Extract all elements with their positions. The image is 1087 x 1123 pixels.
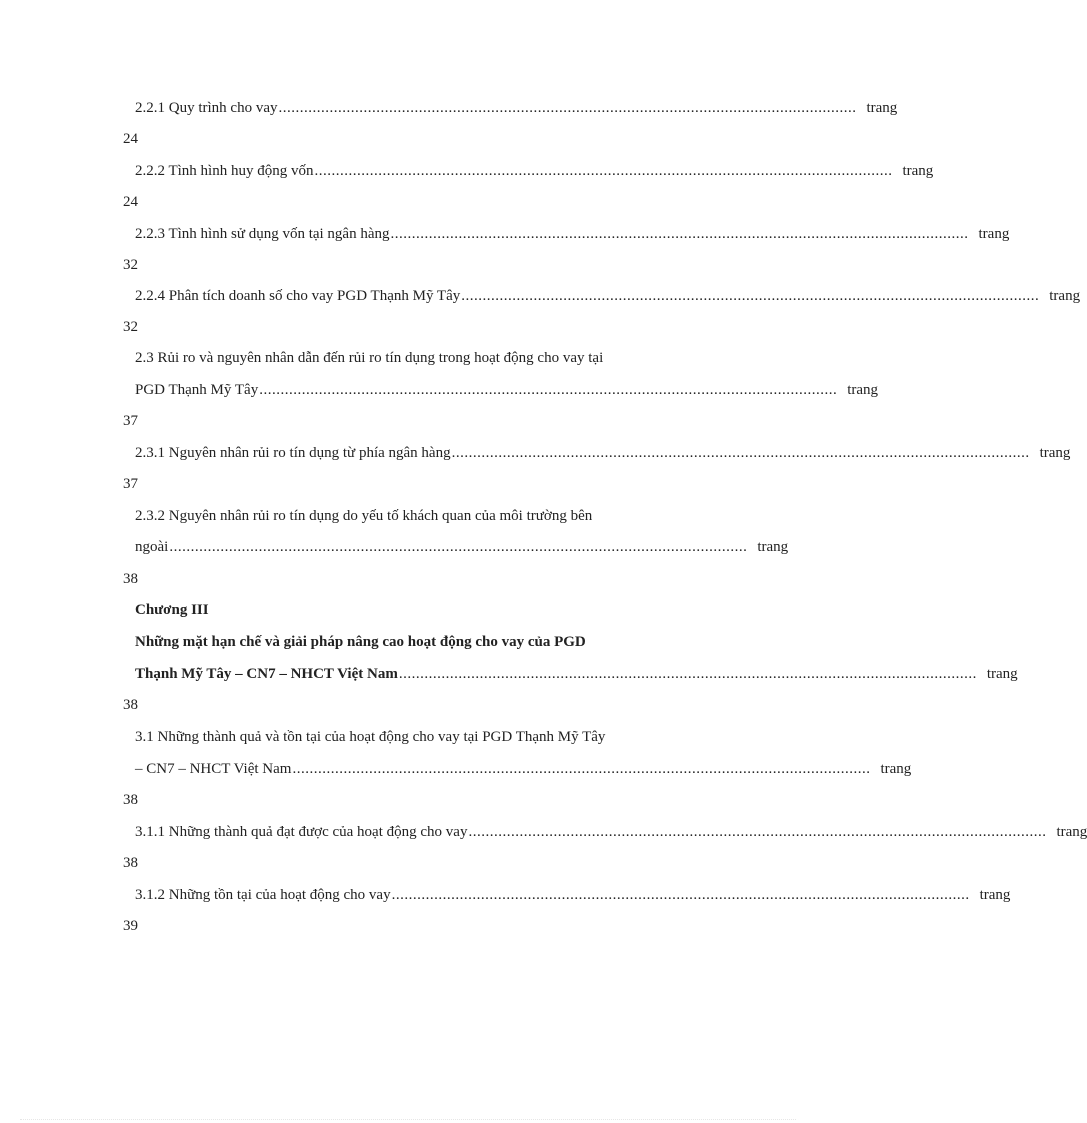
toc-entry-2-3-1 (135, 443, 1071, 463)
toc-entry-title: 2.2.4 Phân tích doanh số cho vay PGD Thạnh Mỹ Tây (135, 288, 461, 304)
toc-page-label: trang (866, 100, 898, 116)
toc-page-number: 38 (123, 855, 138, 871)
toc-page-label: trang (847, 382, 879, 398)
toc-entry-2-3 (135, 380, 879, 400)
toc-entry-3-1-2 (135, 885, 1011, 905)
toc-page-number: 38 (123, 697, 138, 713)
chapter-heading: Chương III (135, 602, 209, 618)
toc-entry-2-2-4 (135, 286, 1081, 306)
toc-entry-3-1 (135, 759, 912, 779)
toc-entry-title: 2.2.2 Tình hình huy động vốn (135, 163, 314, 179)
page-bottom-rule (20, 1119, 796, 1120)
toc-entry-3-1-1 (135, 822, 1087, 842)
toc-entry-3-1-line1: 3.1 Những thành quả và tồn tại của hoạt động cho vay tại PGD Thạnh Mỹ Tây (135, 729, 606, 745)
chapter-title (135, 664, 1018, 684)
toc-page-number: 38 (123, 792, 138, 808)
toc-page-number: 32 (123, 257, 138, 273)
toc-leader-dots: ........................................................................................................................................ (451, 445, 1030, 461)
toc-page-number: 37 (123, 476, 138, 492)
toc-page-number: 38 (123, 571, 138, 587)
toc-leader-dots: ........................................................................................................................................ (259, 382, 838, 398)
toc-leader-dots: ........................................................................................................................................ (398, 666, 977, 682)
toc-entry-title: 2.3.1 Nguyên nhân rủi ro tín dụng từ phía ngân hàng (135, 445, 451, 461)
toc-entry-title: 2.2.1 Quy trình cho vay (135, 100, 278, 116)
toc-entry-title: – CN7 – NHCT Việt Nam (135, 761, 292, 777)
toc-leader-dots: ........................................................................................................................................ (314, 163, 893, 179)
toc-entry-title: 3.1.2 Những tồn tại của hoạt động cho vay (135, 887, 391, 903)
toc-leader-dots: ........................................................................................................................................ (390, 226, 969, 242)
toc-page-label: trang (1039, 445, 1071, 461)
toc-entry-2-2-2 (135, 161, 934, 181)
chapter-title-line1: Những mặt hạn chế và giải pháp nâng cao hoạt động cho vay của PGD (135, 634, 586, 650)
toc-page-number: 37 (123, 413, 138, 429)
toc-page-number: 24 (123, 194, 138, 210)
toc-entry-2-3-2 (135, 537, 789, 557)
toc-page-number: 32 (123, 319, 138, 335)
toc-page-label: trang (979, 887, 1011, 903)
toc-page-label: trang (978, 226, 1010, 242)
toc-leader-dots: ........................................................................................................................................ (391, 887, 970, 903)
toc-leader-dots: ........................................................................................................................................ (461, 288, 1040, 304)
toc-leader-dots: ........................................................................................................................................ (468, 824, 1047, 840)
toc-page-number: 39 (123, 918, 138, 934)
toc-entry-title: PGD Thạnh Mỹ Tây (135, 382, 259, 398)
toc-entry-2-3-2-line1: 2.3.2 Nguyên nhân rủi ro tín dụng do yếu tố khách quan của môi trường bên (135, 508, 593, 524)
toc-page-label: trang (880, 761, 912, 777)
toc-entry-title: ngoài (135, 539, 169, 555)
toc-page-label: trang (902, 163, 934, 179)
toc-entry-2-3-line1: 2.3 Rủi ro và nguyên nhân dẫn đến rủi ro tín dụng trong hoạt động cho vay tại (135, 350, 604, 366)
toc-leader-dots: ........................................................................................................................................ (169, 539, 748, 555)
toc-entry-2-2-3 (135, 224, 1010, 244)
toc-page-number: 24 (123, 131, 138, 147)
toc-page-label: trang (986, 666, 1018, 682)
toc-page-label: trang (757, 539, 789, 555)
toc-page-label: trang (1049, 288, 1081, 304)
toc-entry-title: Thạnh Mỹ Tây – CN7 – NHCT Việt Nam (135, 666, 398, 682)
toc-entry-title: 3.1.1 Những thành quả đạt được của hoạt động cho vay (135, 824, 468, 840)
toc-leader-dots: ........................................................................................................................................ (278, 100, 857, 116)
toc-entry-2-2-1 (135, 98, 898, 118)
toc-page-label: trang (1056, 824, 1087, 840)
toc-entry-title: 2.2.3 Tình hình sử dụng vốn tại ngân hàng (135, 226, 390, 242)
toc-leader-dots: ........................................................................................................................................ (292, 761, 871, 777)
